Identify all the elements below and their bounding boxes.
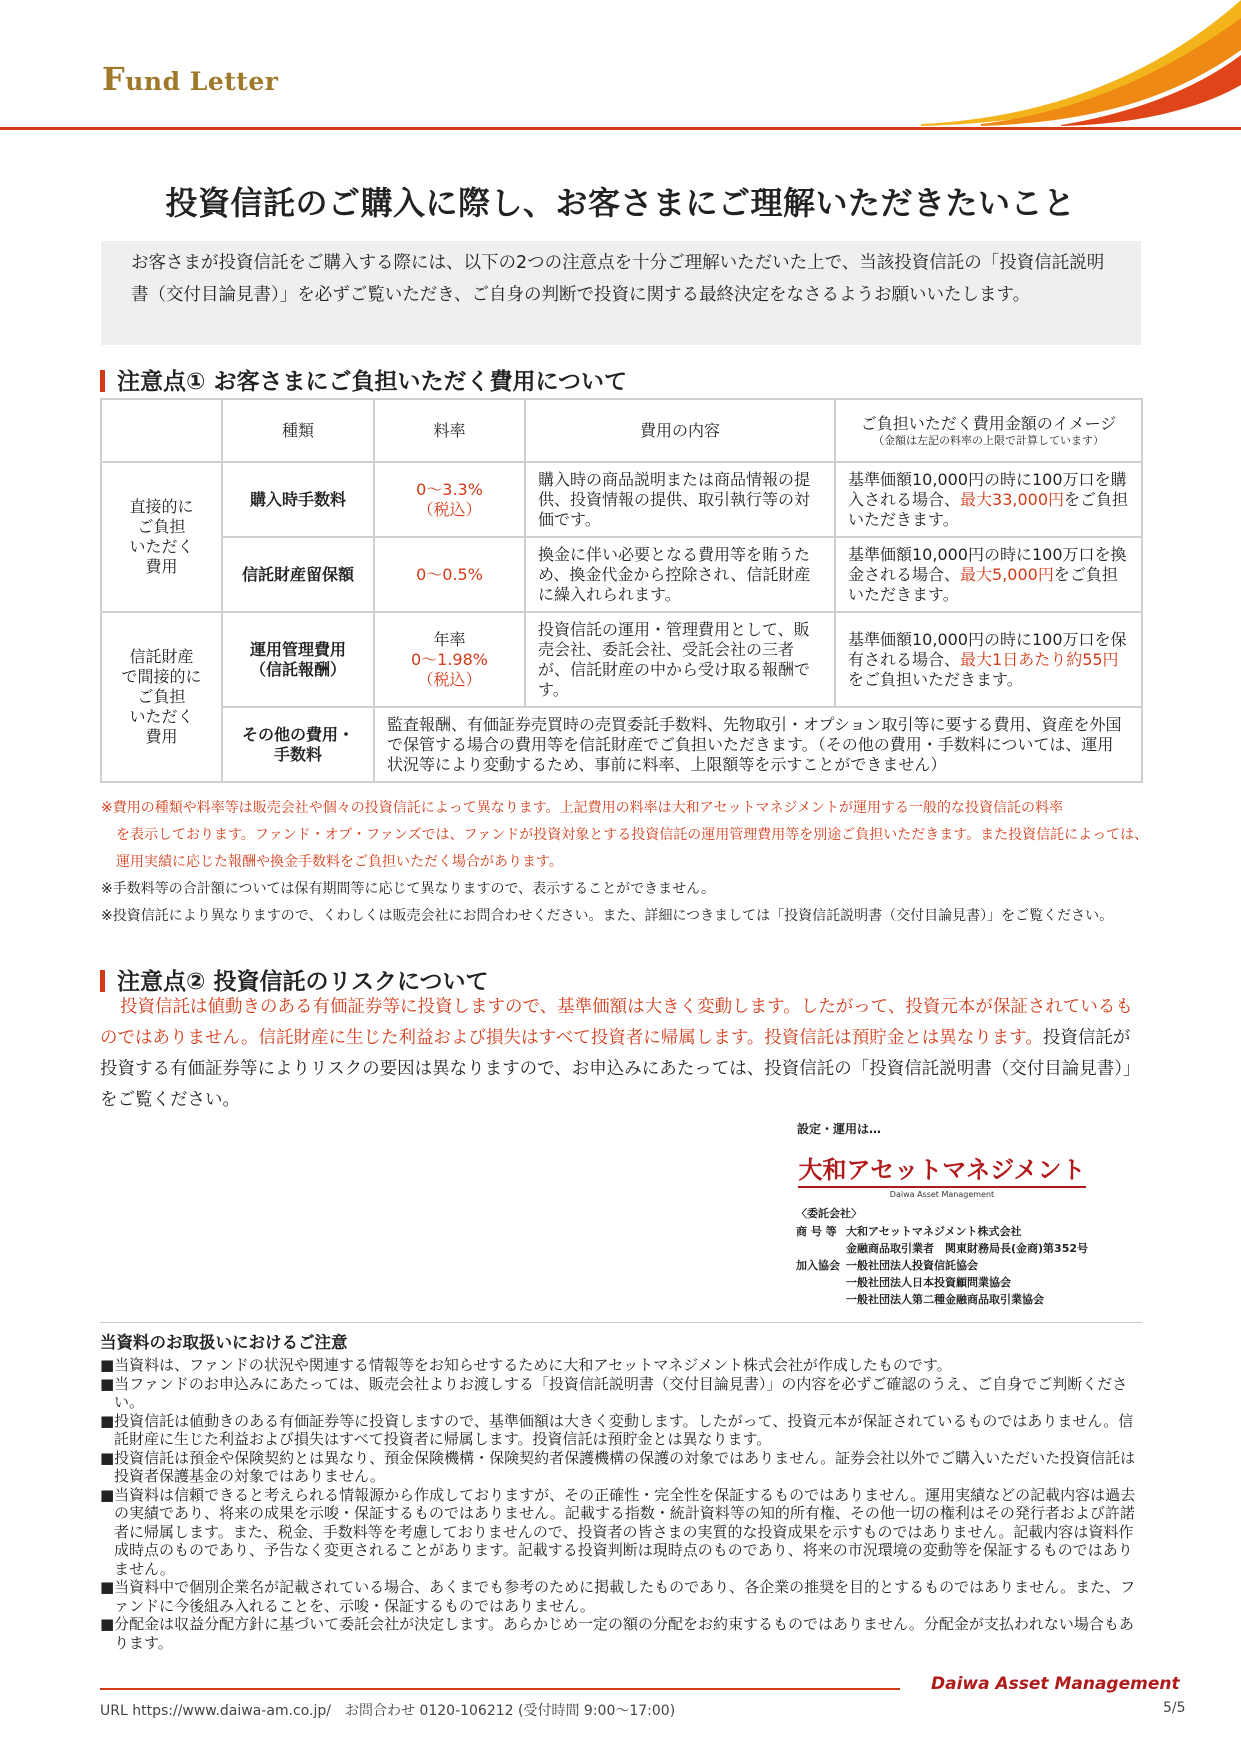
header-rule: [0, 127, 1241, 130]
fee-notes: [101, 795, 1151, 930]
list-item: ■分配金は収益分配方針に基づいて委託会社が決定します。あらかじめ一定の額の分配をお約束するものではありません。分配金が支払われない場合もあります。: [100, 1615, 1134, 1652]
disclaimer-title: 当資料のお取扱いにおけるご注意: [100, 1333, 348, 1352]
list-item: ■投資信託は預金や保険契約とは異なり、預金保険機構・保険契約者保護機構の保護の対象ではありません。証券会社以外でご購入いただいた投資信託は投資者保護基金の対象ではありません。: [100, 1448, 1136, 1485]
row-rate: 0～3.3% （税込）: [374, 462, 525, 537]
heading-bar: [100, 370, 105, 392]
note-red: 運用実績に応じた報酬や換金手数料をご負担いただく場合があります。: [116, 854, 563, 870]
risk-text: 投資信託は値動きのある有価証券等に投資しますので、基準価額は大きく変動します。したがって、投資元本が保証されているものではありません。信託財産に生じた利益および損失はすべて投資者に帰属します。投資信託は預貯金とは異なります。投資信託が投資する有価証券等によりリスクの要因は異なりますので、お申込みにあたっては、投資信託の「投資信託説明書（交付目論見書）」をご覧ください。: [100, 997, 1141, 1110]
list-item: ■投資信託は値動きのある有価証券等に投資しますので、基準価額は大きく変動します。したがって、投資元本が保証されているものではありません。信託財産に生じた利益および損失はすべて投資者に帰属します。投資信託は預貯金とは異なります。: [100, 1411, 1134, 1448]
daiwa-logo: 大和アセットマネジメント Daiwa Asset Management: [798, 1156, 1086, 1199]
list-item: ■当資料中で個別企業名が記載されている場合、あくまでも参考のために掲載したものであり、各企業の推奨を目的とするものではありません。また、ファンドに今後組み入れることを、示唆・保証するものではありません。: [100, 1578, 1136, 1615]
fee-table: [100, 398, 1143, 783]
header-rate: 料率: [374, 399, 525, 462]
manager-label: 設定・運用は…: [797, 1122, 882, 1136]
row-content: 換金に伴い必要となる費用等を賄うため、換金代金から控除され、信託財産に繰入れられます。: [525, 537, 835, 612]
disclaimer-rule: [100, 1322, 1142, 1323]
row-content: 監査報酬、有価証券売買時の売買委託手数料、先物取引・オプション取引等に要する費用、資産を外国で保管する場合の費用等を信託財産でご負担いただきます。（その他の費用・手数料については、運用状況等により変動するため、事前に料率、上限額等を示すことができません）: [374, 707, 1142, 782]
footer-contact: URL https://www.daiwa-am.co.jp/ お問合わせ 0120-106212 (受付時間 9:00～17:00): [100, 1703, 676, 1719]
row-type: その他の費用・ 手数料: [222, 707, 374, 782]
row-image: 基準価額10,000円の時に100万口を換金される場合、最大5,000円をご負担いただきます。: [835, 537, 1142, 612]
note: ※手数料等の合計額については保有期間等に応じて異なりますので、表示することができません。: [101, 881, 716, 897]
row-content: 購入時の商品説明または商品情報の提供、投資情報の提供、取引執行等の対価です。: [525, 462, 835, 537]
row-image: 基準価額10,000円の時に100万口を保有される場合、最大1日あたり約55円をご負担いただきます。: [835, 612, 1142, 707]
footer-brand: Daiwa Asset Management: [931, 1674, 1180, 1694]
header-content: 費用の内容: [525, 399, 835, 462]
table-row: [101, 462, 1142, 537]
row-type: 購入時手数料: [222, 462, 374, 537]
table-row: [101, 537, 1142, 612]
table-row: [101, 612, 1142, 707]
trustee-info: 〈委託会社〉 商 号 等 大和アセットマネジメント株式会社 金融商品取引業者 関東財務局長(金商)第352号 加入協会 一般社団法人投資信託協会 一般社団法人日本投資顧問業協会 一般社団法人第二種金融商品取引業協会: [796, 1207, 1089, 1306]
note-red: を表示しております。ファンド・オブ・ファンズでは、ファンドが投資対象とする投資信託の運用管理費用等を別途ご負担いただきます。また投資信託によっては、: [116, 827, 1149, 843]
group-indirect: 信託財産 で間接的に ご負担 いただく 費用: [101, 612, 222, 782]
disclaimer-list: [100, 1356, 1145, 1652]
row-rate: 年率 0～1.98% （税込）: [374, 612, 525, 707]
header-image: ご負担いただく費用金額のイメージ （金額は左記の料率の上限で計算しています）: [835, 399, 1142, 462]
table-row: [101, 707, 1142, 782]
heading-bar: [100, 970, 105, 992]
header-swoosh-graphic: [921, 0, 1241, 126]
page-number: 5/5: [1163, 1700, 1186, 1716]
row-content: 投資信託の運用・管理費用として、販売会社、委託会社、受託会社の三者が、信託財産の中から受け取る報酬です。: [525, 612, 835, 707]
row-rate: 0～0.5%: [374, 537, 525, 612]
row-image: 基準価額10,000円の時に100万口を購入される場合、最大33,000円をご負担いただきます。: [835, 462, 1142, 537]
section2-heading: 注意点② 投資信託のリスクについて: [100, 963, 489, 996]
row-type: 運用管理費用 （信託報酬）: [222, 612, 374, 707]
page-title: 投資信託のご購入に際し、お客さまにご理解いただきたいこと: [165, 184, 1076, 222]
note: ※投資信託により異なりますので、くわしくは販売会社にお問合わせください。また、詳細につきましては「投資信託説明書（交付目論見書）」をご覧ください。: [101, 908, 1114, 924]
section1-heading: 注意点① お客さまにご負担いただく費用について: [100, 363, 627, 396]
row-type: 信託財産留保額: [222, 537, 374, 612]
list-item: ■当資料は、ファンドの状況や関連する情報等をお知らせするために大和アセットマネジメント株式会社が作成したものです。: [100, 1356, 952, 1374]
list-item: ■当ファンドのお申込みにあたっては、販売会社よりお渡しする「投資信託説明書（交付目論見書）」の内容を必ずご確認のうえ、ご自身でご判断ください。: [100, 1374, 1128, 1411]
list-item: ■当資料は信頼できると考えられる情報源から作成しておりますが、その正確性・完全性を保証するものではありません。運用実績などの記載内容は過去の実績であり、将来の成果を示唆・保証するものではありません。記載する指数・統計資料等の知的所有権、その他一切の権利はその発行者および許諾者に帰属します。また、税金、手数料等を考慮しておりませんので、投資者の皆さまの実質的な投資成果を示すものではありません。記載内容は資料作成時点のものであり、予告なく変更されることがあります。記載する投資判断は現時点のものであり、将来の市況環境の変動等を保証するものではありません。: [100, 1485, 1136, 1578]
header-blank: [101, 399, 222, 462]
fee-table-header: [101, 399, 1142, 462]
group-direct: 直接的に ご負担 いただく 費用: [101, 462, 222, 612]
note-red: ※費用の種類や料率等は販売会社や個々の投資信託によって異なります。上記費用の料率は大和アセットマネジメントが運用する一般的な投資信託の料率: [101, 800, 1064, 816]
footer-rule: [100, 1688, 900, 1690]
fund-letter-brand: Fund Letter: [102, 60, 279, 98]
header-type: 種類: [222, 399, 374, 462]
intro-box: お客さまが投資信託をご購入する際には、以下の2つの注意点を十分ご理解いただいた上で、当該投資信託の「投資信託説明書（交付目論見書）」を必ずご覧いただき、ご自身の判断で投資に関する最終決定をなさるようお願いいたします。: [101, 241, 1141, 345]
